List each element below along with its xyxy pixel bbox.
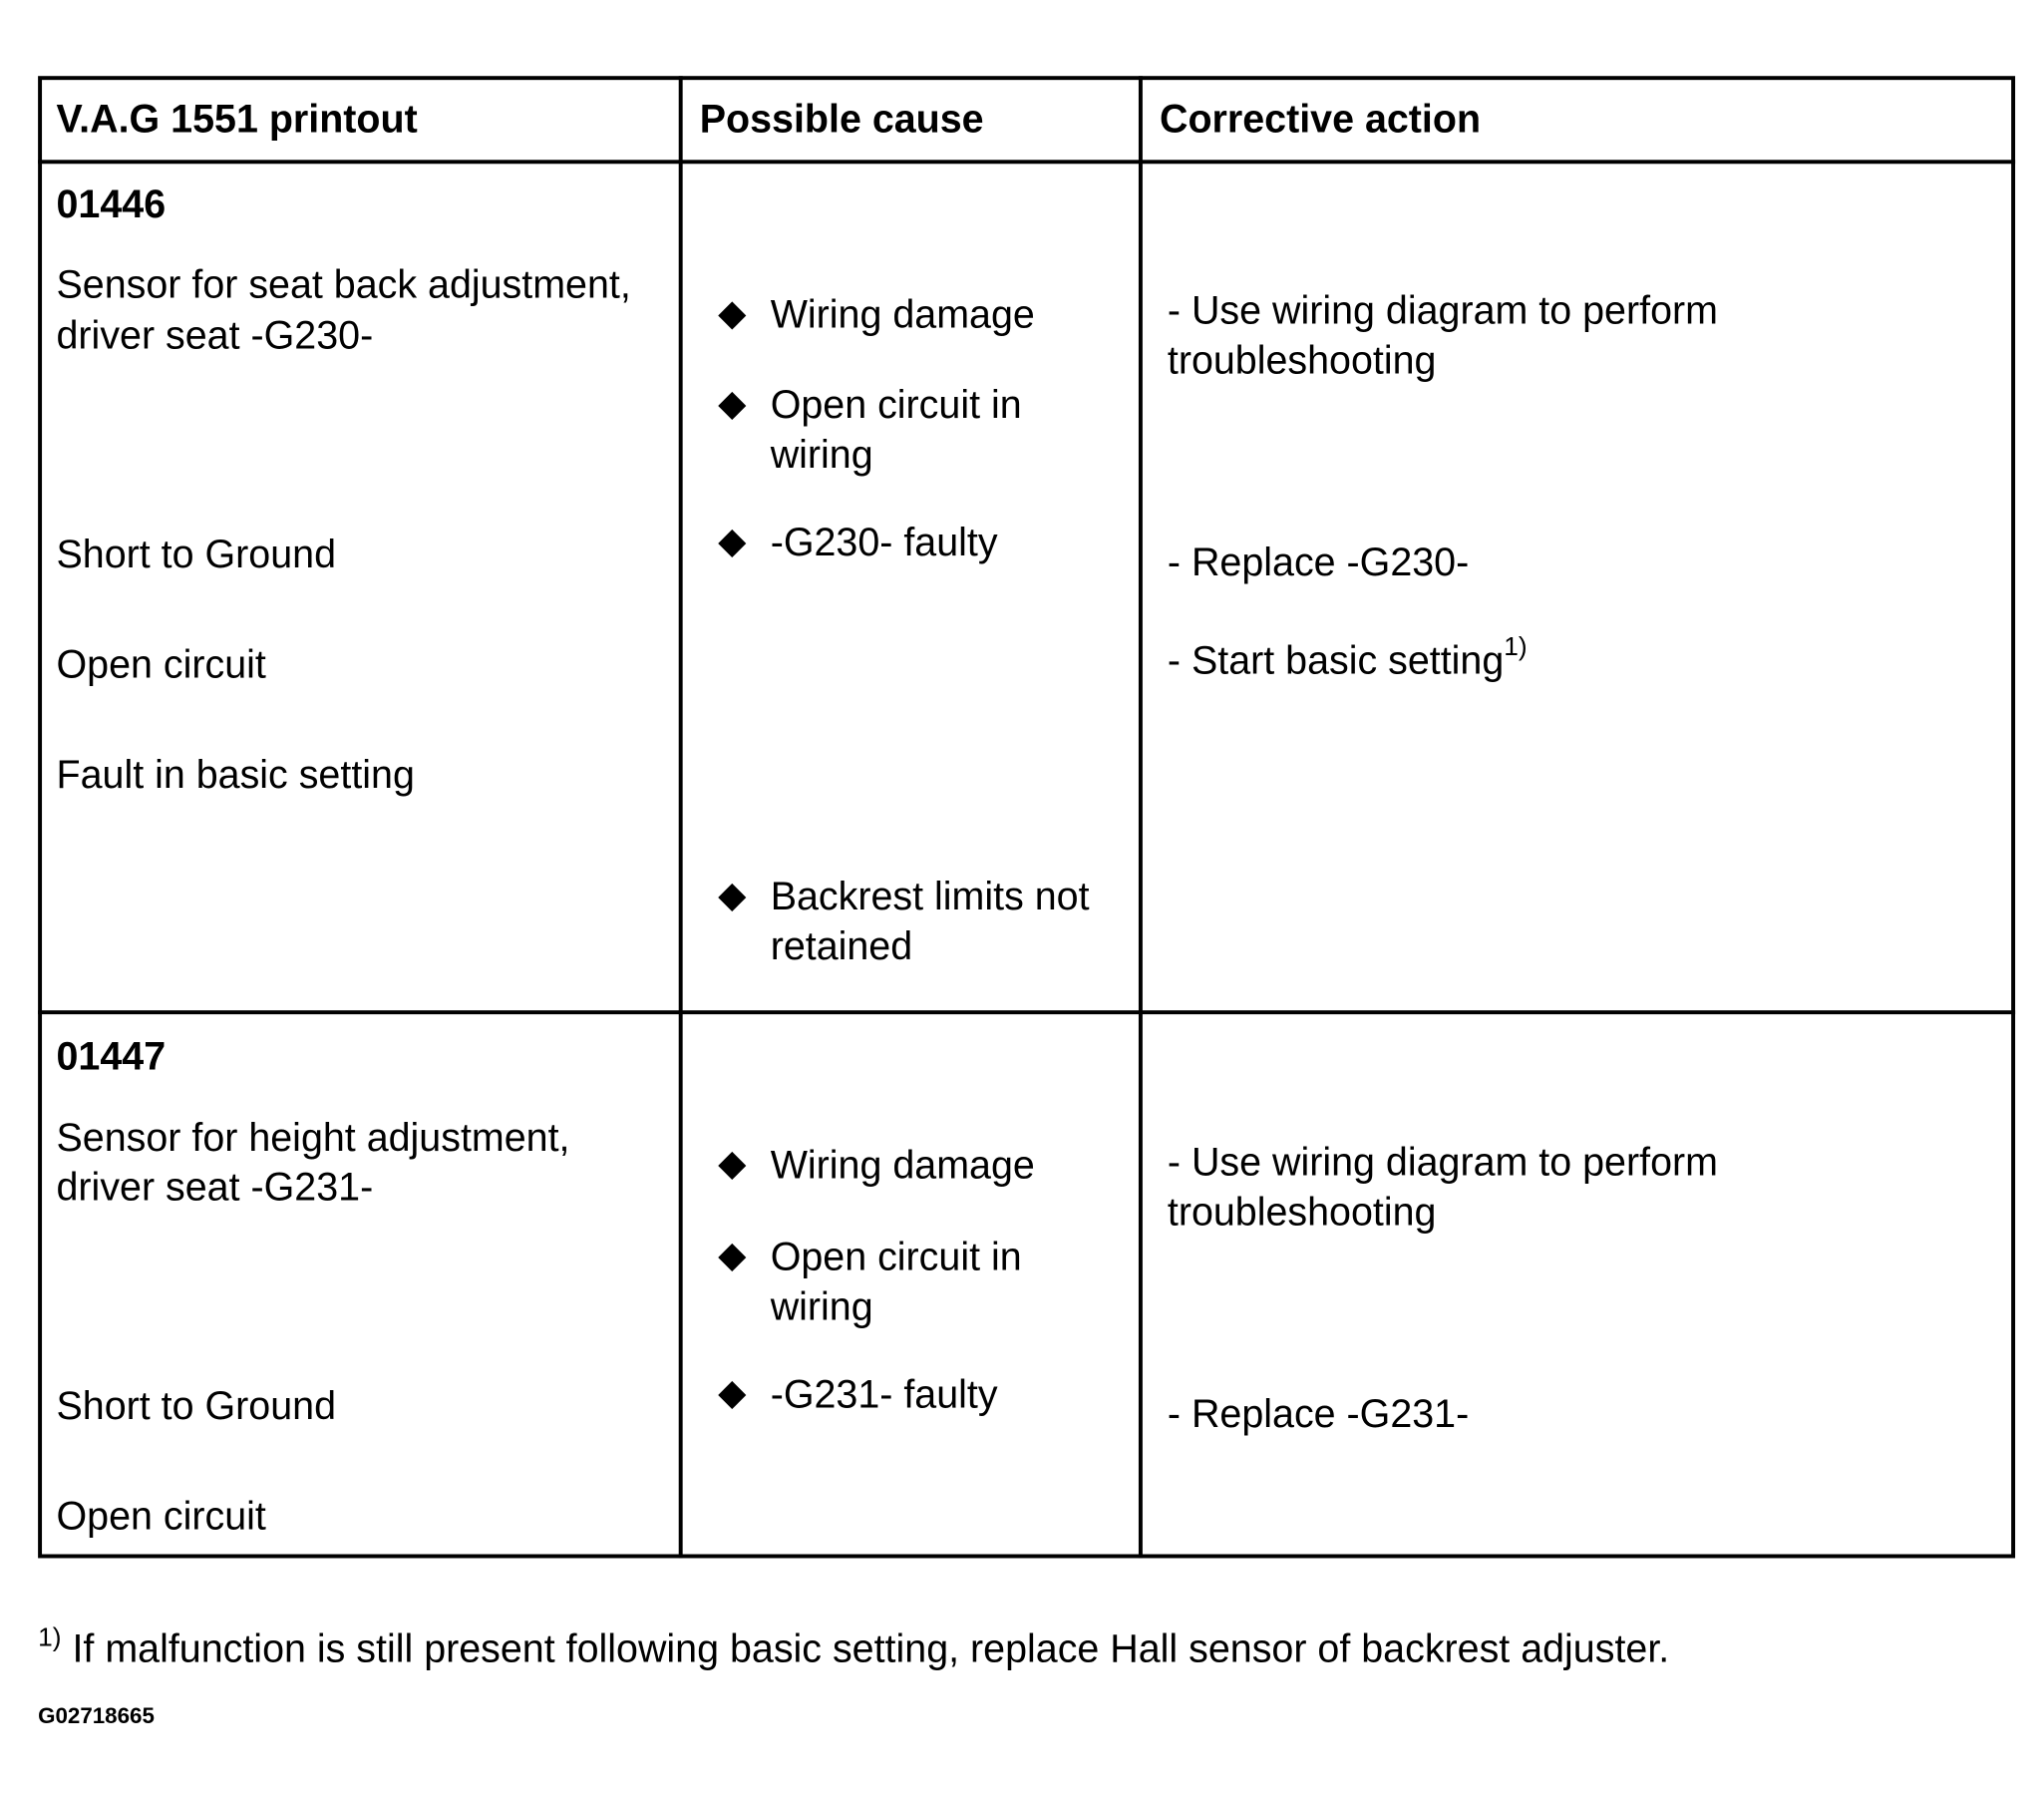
header-cause: Possible cause bbox=[699, 98, 984, 142]
footnote bbox=[38, 1624, 1669, 1678]
fault-type: Short to Ground bbox=[56, 533, 337, 577]
action-item: - Replace -G230- bbox=[1167, 540, 1470, 585]
header-printout: V.A.G 1551 printout bbox=[56, 98, 418, 142]
row-divider bbox=[38, 1010, 2015, 1014]
footnote-text: If malfunction is still present following basic setting, replace Hall sensor of backrest adjuster. bbox=[72, 1627, 1670, 1671]
diamond-bullet-icon: ◆ bbox=[718, 874, 747, 915]
fault-code: 01446 bbox=[56, 182, 167, 227]
fault-description: driver seat -G231- bbox=[56, 1166, 374, 1210]
diamond-bullet-icon: ◆ bbox=[718, 1234, 747, 1275]
fault-type: Open circuit bbox=[56, 643, 266, 687]
diamond-bullet-icon: ◆ bbox=[718, 382, 747, 424]
cause-item: wiring bbox=[770, 1285, 873, 1329]
cause-item: retained bbox=[770, 924, 913, 969]
action-item: - Replace -G231- bbox=[1167, 1392, 1470, 1437]
header-action: Corrective action bbox=[1159, 98, 1482, 142]
column-divider-2 bbox=[1139, 76, 1143, 1558]
fault-type: Short to Ground bbox=[56, 1385, 337, 1429]
fault-description: Sensor for height adjustment, bbox=[56, 1116, 570, 1160]
column-divider-1 bbox=[679, 76, 683, 1558]
cause-item: wiring bbox=[770, 433, 873, 478]
cause-item: Wiring damage bbox=[770, 293, 1035, 337]
fault-description: driver seat -G230- bbox=[56, 314, 374, 358]
action-item: troubleshooting bbox=[1167, 1191, 1437, 1235]
footnote-marker: 1) bbox=[38, 1623, 62, 1653]
diamond-bullet-icon: ◆ bbox=[718, 1371, 747, 1413]
fault-type: Fault in basic setting bbox=[56, 753, 415, 797]
action-item: - Use wiring diagram to perform bbox=[1167, 289, 1718, 333]
footnote-reference: 1) bbox=[1504, 632, 1528, 662]
diamond-bullet-icon: ◆ bbox=[718, 1142, 747, 1184]
cause-item: Backrest limits not bbox=[770, 875, 1090, 919]
diamond-bullet-icon: ◆ bbox=[718, 292, 747, 333]
cause-item: Wiring damage bbox=[770, 1144, 1035, 1188]
cause-item: -G230- faulty bbox=[770, 522, 998, 565]
fault-description: Sensor for seat back adjustment, bbox=[56, 263, 631, 307]
header-divider bbox=[38, 160, 2015, 164]
cause-item: -G231- faulty bbox=[770, 1373, 998, 1417]
action-item: troubleshooting bbox=[1167, 339, 1437, 383]
fault-code: 01447 bbox=[56, 1035, 167, 1079]
cause-item: Open circuit in bbox=[770, 384, 1022, 428]
diamond-bullet-icon: ◆ bbox=[718, 520, 747, 561]
figure-code: G02718665 bbox=[38, 1703, 155, 1729]
fault-type: Open circuit bbox=[56, 1495, 266, 1539]
cause-item: Open circuit in bbox=[770, 1236, 1022, 1279]
action-item: - Start basic setting$^{1)}$ bbox=[1167, 632, 1528, 683]
action-item: - Use wiring diagram to perform bbox=[1167, 1141, 1718, 1185]
